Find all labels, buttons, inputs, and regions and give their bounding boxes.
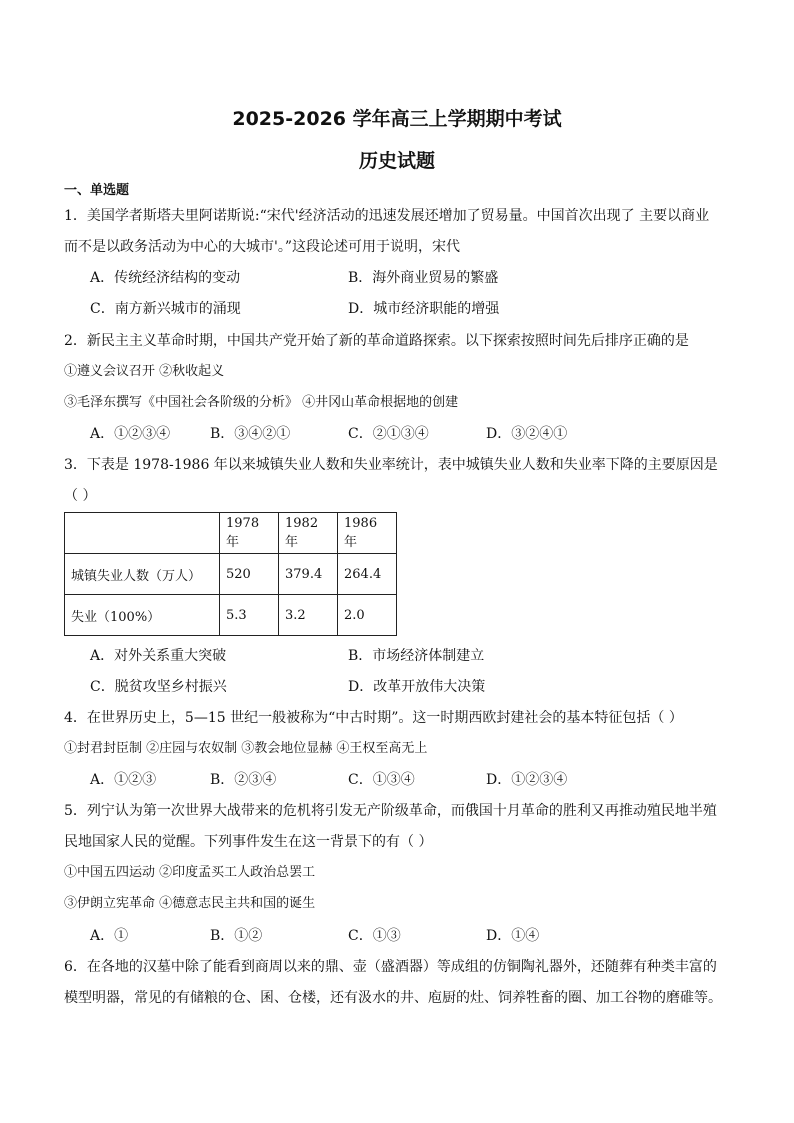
q6-stem-line-1: 6．在各地的汉墓中除了能看到商周以来的鼎、壶（盛酒器）等成组的仿铜陶礼器外，还随葬有种类丰富的 xyxy=(64,959,717,975)
table-header-cell: 1978 年 xyxy=(220,513,279,554)
table-cell: 失业（100%） xyxy=(65,595,220,636)
q4-item-line-1: ①封君封臣制 ②庄园与农奴制 ③教会地位显赫 ④王权至高无上 xyxy=(64,741,428,756)
q5-option-d[interactable]: D．①④ xyxy=(486,928,540,944)
table-row xyxy=(65,595,397,636)
table-header-cell: 1986 年 xyxy=(338,513,397,554)
q3-option-c[interactable]: C．脱贫攻坚乡村振兴 xyxy=(90,679,227,695)
q3-option-d[interactable]: D．改革开放伟大决策 xyxy=(348,679,486,695)
q1-option-a[interactable]: A．传统经济结构的变动 xyxy=(90,270,241,286)
table-row xyxy=(65,513,397,554)
exam-subject: 历史试题 xyxy=(358,150,435,172)
q4-option-a[interactable]: A．①②③ xyxy=(90,772,157,788)
q1-stem-line-2: 而不是以政务活动为中心的大城市'。”这段论述可用于说明，宋代 xyxy=(64,239,461,255)
q2-option-d[interactable]: D．③②④① xyxy=(486,426,568,442)
table-header-cell: 1982 年 xyxy=(279,513,338,554)
q5-option-c[interactable]: C．①③ xyxy=(348,928,401,944)
q2-option-b[interactable]: B．③④②① xyxy=(210,426,291,442)
q2-item-line-2: ③毛泽东撰写《中国社会各阶级的分析》 ④井冈山革命根据地的创建 xyxy=(64,395,459,410)
table-header-cell xyxy=(65,513,220,554)
q1-option-d[interactable]: D．城市经济职能的增强 xyxy=(348,301,500,317)
table-cell: 5.3 xyxy=(220,595,279,636)
exam-title: 2025-2026 学年高三上学期期中考试 xyxy=(232,108,562,130)
q3-option-b[interactable]: B．市场经济体制建立 xyxy=(348,648,485,664)
q4-stem-line-1: 4．在世界历史上，5—15 世纪一般被称为“中古时期”。这一时期西欧封建社会的基本特征包括（ ） xyxy=(64,710,683,726)
table-cell: 3.2 xyxy=(279,595,338,636)
table-cell: 520 xyxy=(220,554,279,595)
q4-option-c[interactable]: C．①③④ xyxy=(348,772,415,788)
section-heading: 一、单选题 xyxy=(64,183,130,198)
q4-option-b[interactable]: B．②③④ xyxy=(210,772,277,788)
q4-option-d[interactable]: D．①②③④ xyxy=(486,772,568,788)
table-cell: 264.4 xyxy=(338,554,397,595)
q1-stem-line-1: 1．美国学者斯塔夫里阿诺斯说:“宋代'经济活动的迅速发展还增加了贸易量。中国首次出现了 主要以商业 xyxy=(64,208,710,224)
table-cell: 城镇失业人数（万人） xyxy=(65,554,220,595)
q1-option-c[interactable]: C．南方新兴城市的涌现 xyxy=(90,301,241,317)
q2-stem-line-1: 2．新民主主义革命时期，中国共产党开始了新的革命道路探索。以下探索按照时间先后排序正确的是 xyxy=(64,333,689,349)
q5-option-b[interactable]: B．①② xyxy=(210,928,263,944)
q6-stem-line-2: 模型明器，常见的有储粮的仓、囷、仓楼，还有汲水的井、庖厨的灶、饲养牲畜的圈、加工谷物的磨碓等。 xyxy=(64,990,722,1006)
q2-option-c[interactable]: C．②①③④ xyxy=(348,426,429,442)
q5-option-a[interactable]: A．① xyxy=(90,928,129,944)
q5-item-line-1: ①中国五四运动 ②印度孟买工人政治总罢工 xyxy=(64,865,316,880)
q5-stem-line-2: 民地国家人民的觉醒。下列事件发生在这一背景下的有（ ） xyxy=(64,834,433,850)
table-row xyxy=(65,554,397,595)
q5-item-line-2: ③伊朗立宪革命 ④德意志民主共和国的诞生 xyxy=(64,896,316,911)
unemployment-table xyxy=(64,512,397,636)
q3-stem-line-1: 3．下表是 1978-1986 年以来城镇失业人数和失业率统计，表中城镇失业人数和失业率下降的主要原因是 xyxy=(64,457,718,473)
q3-stem-line-2: （ ） xyxy=(64,488,97,504)
table-cell: 2.0 xyxy=(338,595,397,636)
q3-option-a[interactable]: A．对外关系重大突破 xyxy=(90,648,227,664)
q2-item-line-1: ①遵义会议召开 ②秋收起义 xyxy=(64,364,225,379)
table-cell: 379.4 xyxy=(279,554,338,595)
q5-stem-line-1: 5．列宁认为第一次世界大战带来的危机将引发无产阶级革命，而俄国十月革命的胜利又再推动殖民地半殖 xyxy=(64,803,717,819)
q2-option-a[interactable]: A．①②③④ xyxy=(90,426,171,442)
q1-option-b[interactable]: B．海外商业贸易的繁盛 xyxy=(348,270,499,286)
